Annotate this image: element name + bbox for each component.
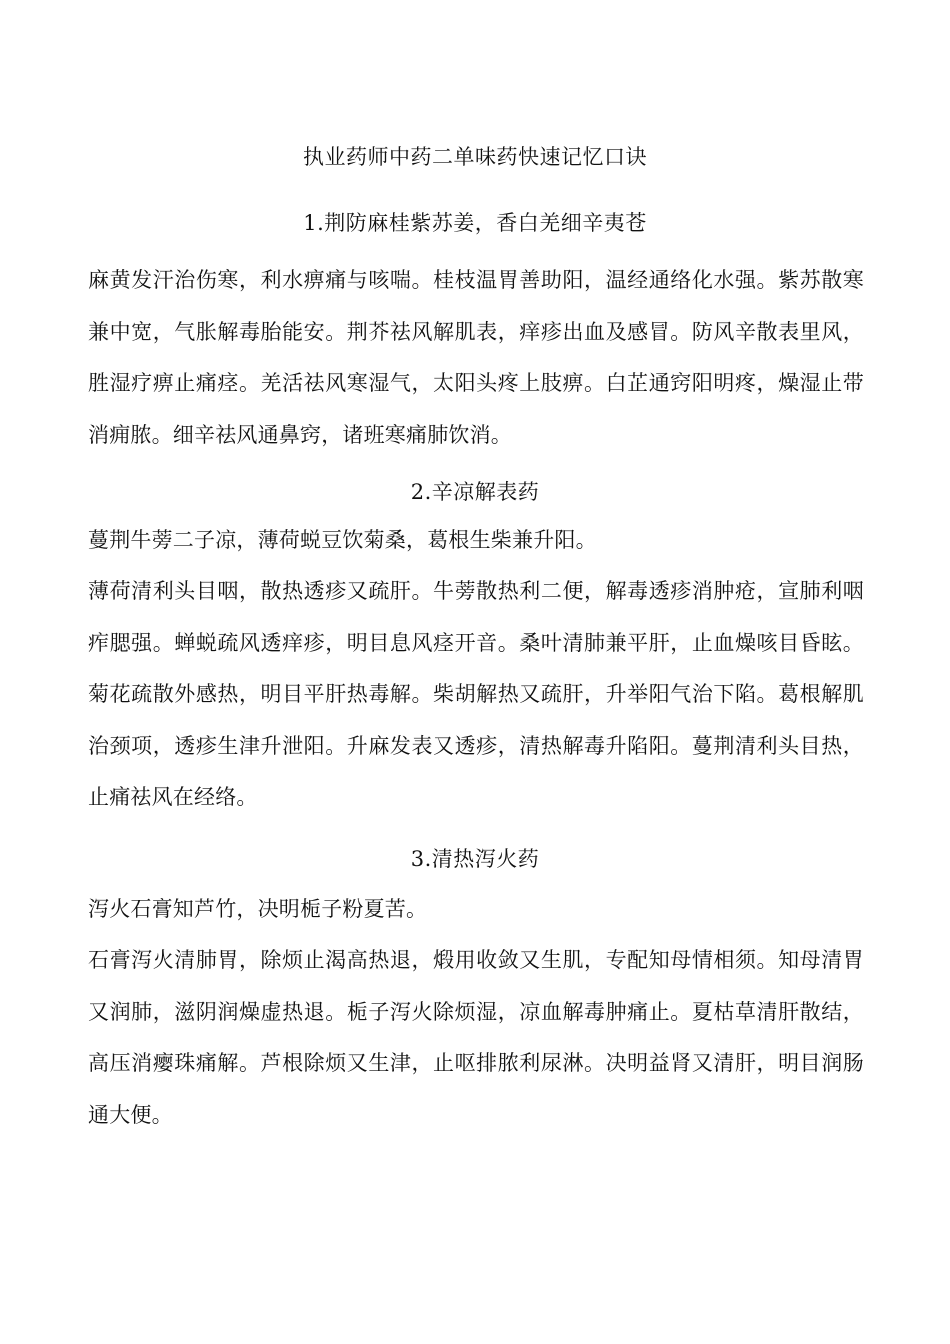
section-heading-3: 3.清热泻火药 [410,847,540,871]
section-heading-1: 1.荆防麻桂紫苏姜，香白羌细辛夷苍 [303,211,647,235]
document-title: 执业药师中药二单味药快速记忆口诀 [303,145,647,169]
section-3-paragraph-2: 石膏泻火清肺胃，除烦止渴高热退，煅用收敛又生肌，专配知母情相须。知母清胃又润肺，滋阴润燥虚热退。栀子泻火除烦湿，凉血解毒肿痛止。夏枯草清肝散结，高压消瘿珠痛解。芦根除烦又生津，止呕排脓利尿淋。决明益肾又清肝，明目润肠通大便。 [88,948,864,1127]
section-3-paragraph-1: 泻火石膏知芦竹，决明栀子粉夏苦。 [88,897,428,921]
section-2-paragraph-1: 蔓荆牛蒡二子凉，薄荷蜕豆饮菊桑，葛根生柴兼升阳。 [88,528,597,552]
section-1-paragraph: 麻黄发汗治伤寒，利水痹痛与咳喘。桂枝温胃善助阳，温经通络化水强。紫苏散寒兼中宽，气胀解毒胎能安。荆芥祛风解肌表，痒疹出血及感冒。防风辛散表里风，胜湿疗痹止痛痉。羌活祛风寒湿气，太阳头疼上肢痹。白芷通窍阳明疼，燥湿止带消痈脓。细辛祛风通鼻窍，诸班寒痛肺饮消。 [88,268,864,447]
section-heading-2: 2.辛凉解表药 [410,480,540,504]
section-2-paragraph-2: 薄荷清利头目咽，散热透疹又疏肝。牛蒡散热利二便，解毒透疹消肿疮，宣肺利咽痄腮强。蝉蜕疏风透痒疹，明目息风痉开音。桑叶清肺兼平肝，止血燥咳目昏眩。菊花疏散外感热，明目平肝热毒解。柴胡解热又疏肝，升举阳气治下陷。葛根解肌治颈项，透疹生津升泄阳。升麻发表又透疹，清热解毒升陷阳。蔓荆清利头目热，止痛祛风在经络。 [88,579,864,810]
